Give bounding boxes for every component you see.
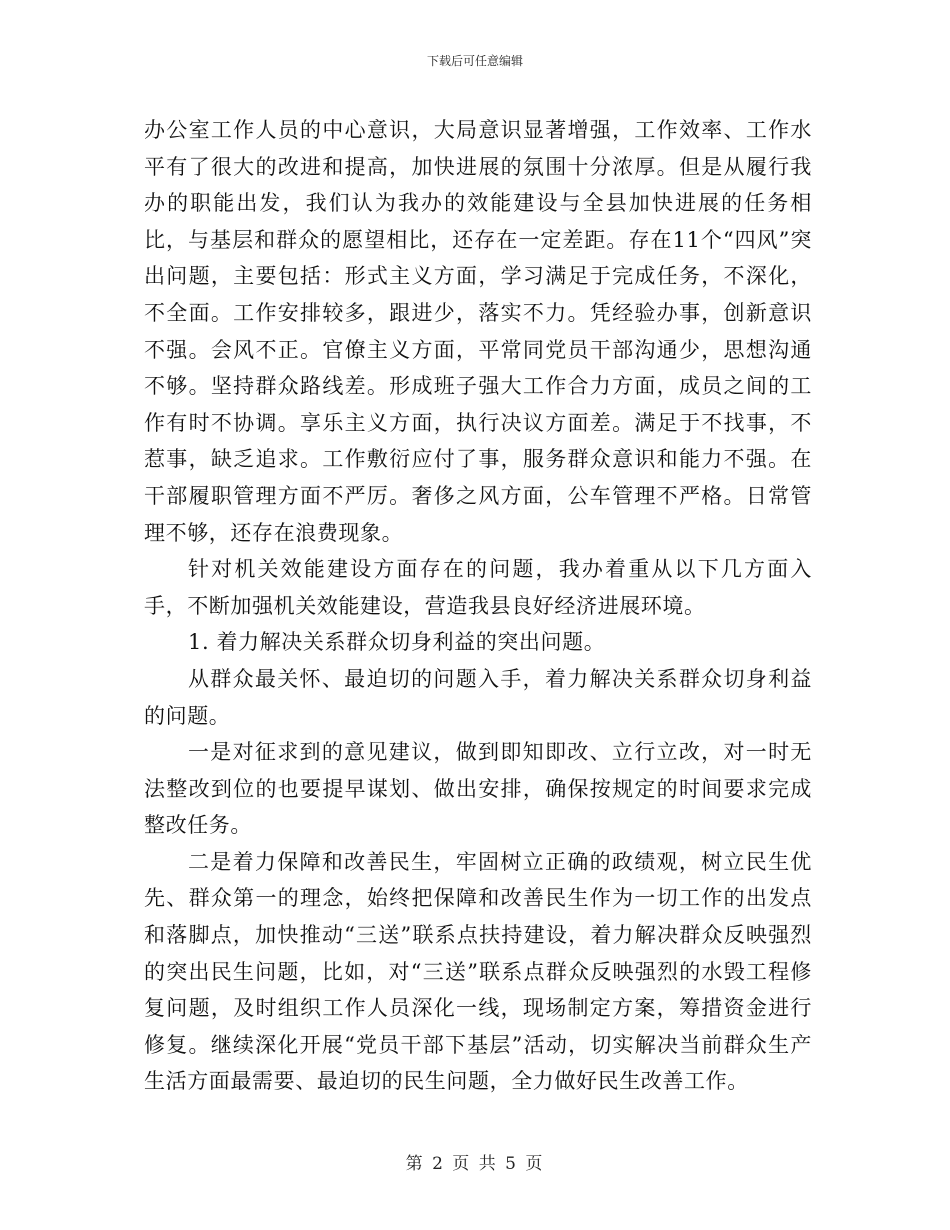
page-number: 第 2 页 共 5 页 bbox=[405, 1154, 545, 1174]
paragraph-summary: 从群众最关怀、最迫切的问题入手，着力解决关系群众切身利益的问题。 bbox=[144, 666, 812, 728]
paragraph-continued: 办公室工作人员的中心意识，大局意识显著增强，工作效率、工作水平有了很大的改进和提高，加快进展的氛围十分浓厚。但是从履行我办的职能出发，我们认为我办的效能建设与全县加快进展的任务相比，与基层和群众的愿望相比，还存在一定差距。存在11个“四风”突出问题，主要包括：形式主义方面，学习满足于完成任务，不深化，不全面。工作安排较多，跟进少，落实不力。凭经验办事，创新意识不强。会风不正。官僚主义方面，平常同党员干部沟通少，思想沟通不够。坚持群众路线差。形成班子强大工作合力方面，成员之间的工作有时不协调。享乐主义方面，执行决议方面差。满足于不找事，不惹事，缺乏追求。工作敷衍应付了事，服务群众意识和能力不强。在干部履职管理方面不严厉。奢侈之风方面，公车管理不严格。日常管理不够，还存在浪费现象。 bbox=[144, 118, 812, 545]
paragraph-point-one: 一是对征求到的意见建议，做到即知即改、立行立改，对一时无法整改到位的也要提早谋划、做出安排，确保按规定的时间要求完成整改任务。 bbox=[144, 740, 812, 838]
paragraph-point-two: 二是着力保障和改善民生，牢固树立正确的政绩观，树立民生优先、群众第一的理念，始终把保障和改善民生作为一切工作的出发点和落脚点，加快推动“三送”联系点扶持建设，着力解决群众反映强烈的突出民生问题，比如，对“三送”联系点群众反映强烈的水毁工程修复问题，及时组织工作人员深化一线，现场制定方案，筹措资金进行修复。继续深化开展“党员干部下基层”活动，切实解决当前群众生产生活方面最需要、最迫切的民生问题，全力做好民生改善工作。 bbox=[144, 849, 812, 1094]
paragraph-intro: 针对机关效能建设方面存在的问题，我办着重从以下几方面入手，不断加强机关效能建设，营造我县良好经济进展环境。 bbox=[144, 557, 812, 618]
document-body bbox=[144, 112, 812, 1100]
section-heading: 1. 着力解决关系群众切身利益的突出问题。 bbox=[188, 630, 606, 655]
page-header: 下载后可任意编辑 bbox=[426, 54, 523, 68]
